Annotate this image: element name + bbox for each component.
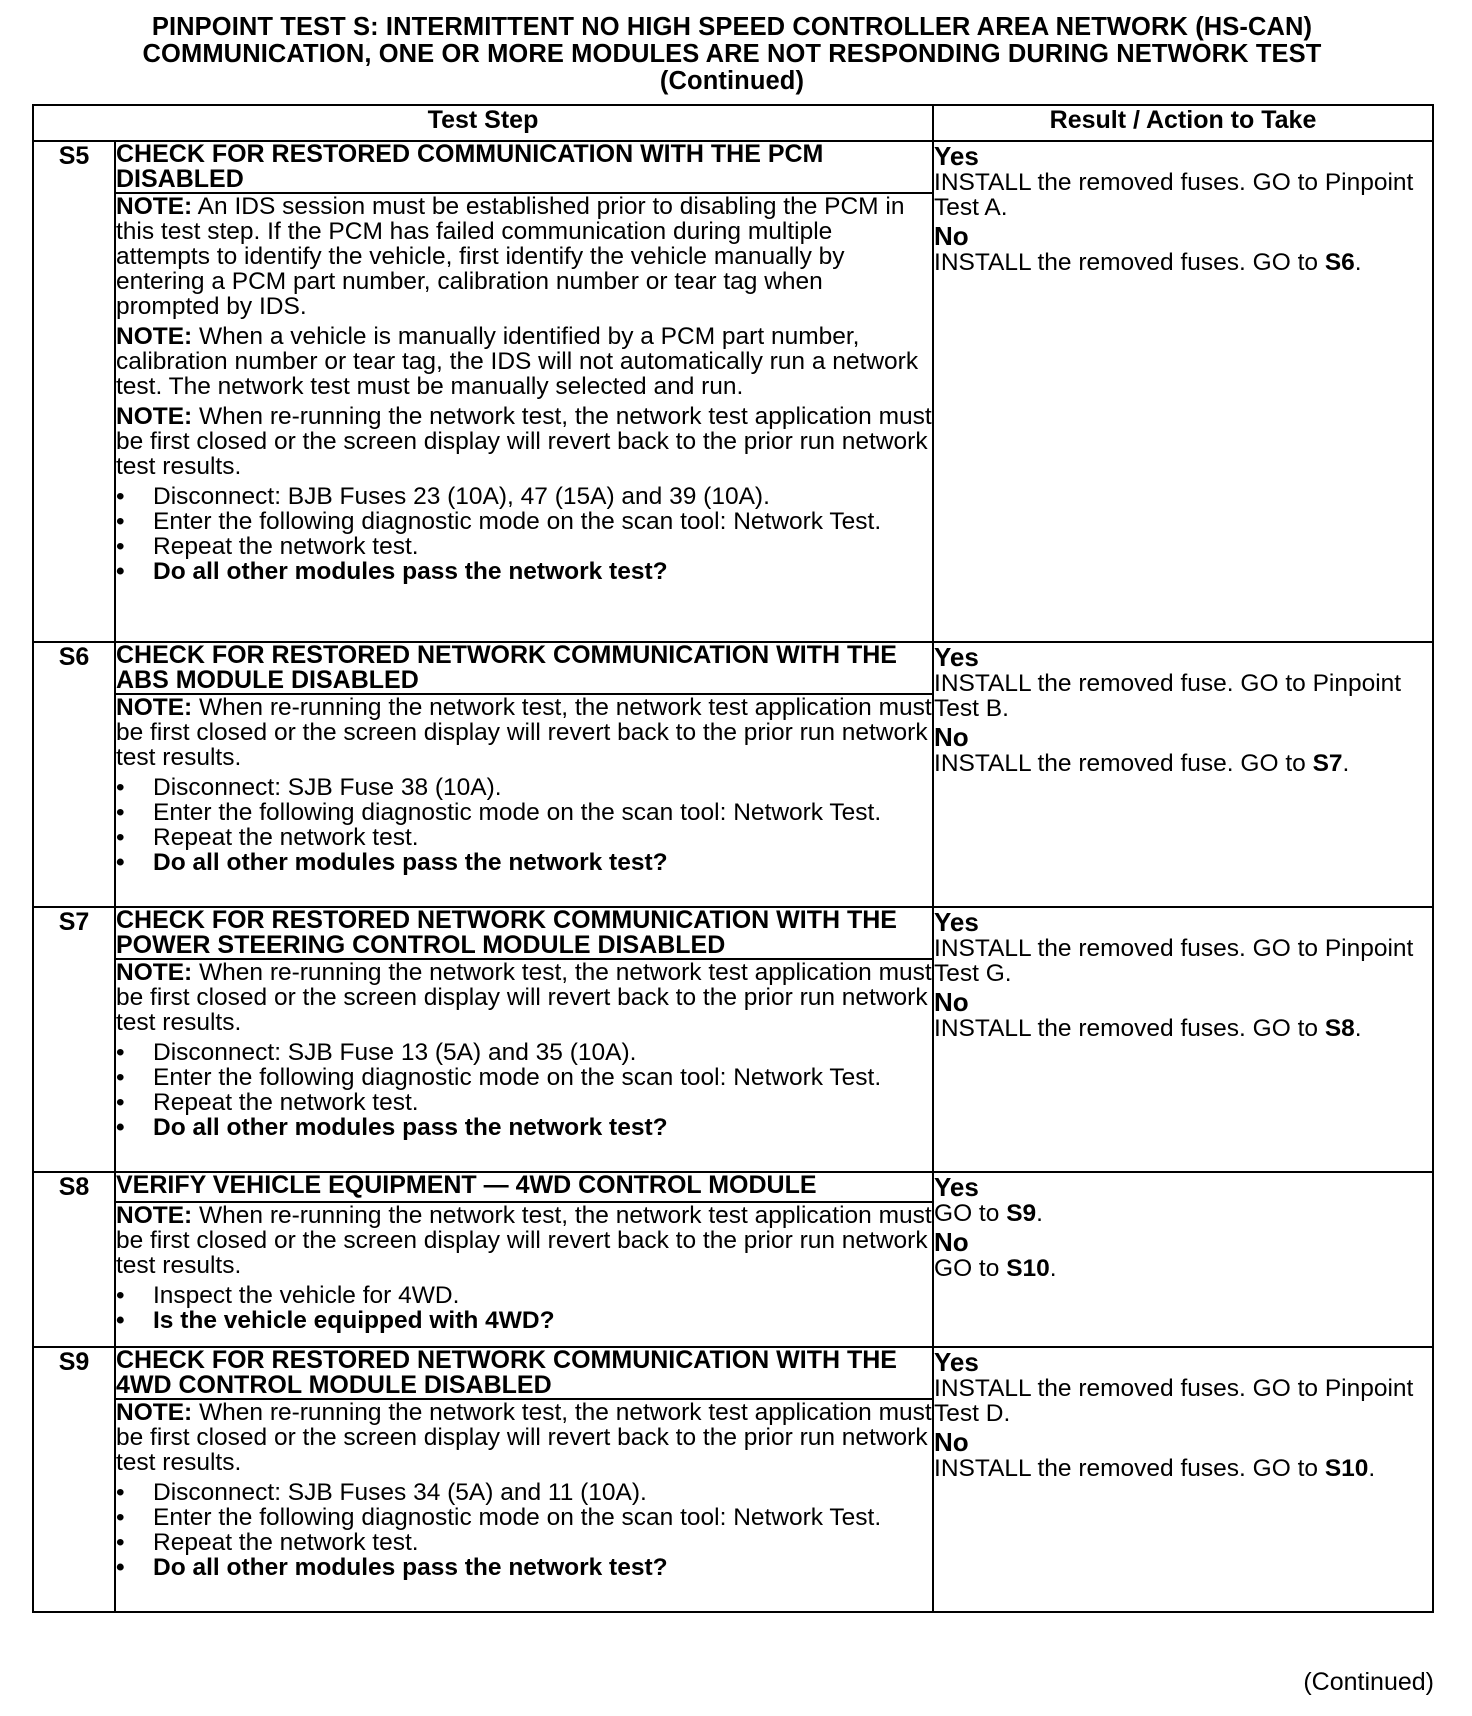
step-question: • Is the vehicle equipped with 4WD? — [116, 1308, 932, 1333]
step-body — [115, 1202, 933, 1347]
note-text: When re-running the network test, the network test application must be first closed or the screen display will revert back to the prior run network test results. — [116, 403, 932, 480]
step-note — [116, 404, 932, 479]
result-yes-text — [934, 671, 1432, 721]
step-row — [33, 907, 1433, 959]
no-action: INSTALL the removed fuses. GO to — [934, 1455, 1325, 1482]
col-header-test-step: Test Step — [33, 105, 933, 141]
step-row — [33, 1172, 1433, 1202]
continued-footer: (Continued) — [1303, 1668, 1434, 1696]
no-action: INSTALL the removed fuses. GO to — [934, 1015, 1325, 1042]
step-result — [933, 1347, 1433, 1612]
step-heading: CHECK FOR RESTORED COMMUNICATION WITH THE PCM DISABLED — [115, 141, 933, 193]
no-suffix: . — [1049, 1255, 1057, 1282]
step-actions — [116, 484, 932, 584]
yes-action: INSTALL the removed fuses. GO to Pinpoint Test G. — [934, 935, 1414, 987]
no-step-ref: S6 — [1324, 249, 1355, 276]
step-body — [115, 959, 933, 1172]
note-label: NOTE: — [116, 694, 193, 721]
note-text: When re-running the network test, the network test application must be first closed or the screen display will revert back to the prior run network test results. — [116, 1399, 932, 1476]
step-id: S8 — [33, 1172, 115, 1202]
pinpoint-test-table — [32, 104, 1434, 1613]
result-yes-text — [934, 936, 1432, 986]
col-header-result: Result / Action to Take — [933, 105, 1433, 141]
result-no-text — [934, 1256, 1432, 1281]
yes-step-ref: S9 — [1006, 1200, 1037, 1227]
result-no-text — [934, 250, 1432, 275]
result-no-text — [934, 1016, 1432, 1041]
step-id: S6 — [33, 642, 115, 694]
result-no-label: No — [934, 1427, 969, 1457]
result-yes-label: Yes — [934, 642, 979, 672]
step-note — [116, 1203, 932, 1278]
action-item: • Disconnect: SJB Fuse 13 (5A) and 35 (10A). — [116, 1040, 932, 1065]
note-text: When re-running the network test, the network test application must be first closed or the screen display will revert back to the prior run network test results. — [116, 1202, 932, 1279]
no-suffix: . — [1368, 1455, 1376, 1482]
step-actions — [116, 775, 932, 875]
step-id-spacer — [33, 694, 115, 907]
result-no-text — [934, 751, 1432, 776]
action-item: • Enter the following diagnostic mode on the scan tool: Network Test. — [116, 1065, 932, 1090]
title-line-3: (Continued) — [659, 67, 805, 95]
result-no-label: No — [934, 221, 969, 251]
result-yes-label: Yes — [934, 1347, 979, 1377]
action-item: • Repeat the network test. — [116, 825, 932, 850]
result-no-label: No — [934, 1227, 969, 1257]
step-heading: CHECK FOR RESTORED NETWORK COMMUNICATION WITH THE POWER STEERING CONTROL MODULE DISABLED — [115, 907, 933, 959]
yes-suffix: . — [1036, 1200, 1043, 1227]
note-label: NOTE: — [116, 193, 193, 220]
step-id: S5 — [33, 141, 115, 193]
step-actions — [116, 1040, 932, 1140]
action-item: • Repeat the network test. — [116, 1090, 932, 1115]
result-no-label: No — [934, 987, 969, 1017]
step-note — [116, 960, 932, 1035]
step-result — [933, 642, 1433, 907]
no-step-ref: S10 — [1324, 1455, 1369, 1482]
step-id-spacer — [33, 1202, 115, 1347]
note-text: When re-running the network test, the network test application must be first closed or the screen display will revert back to the prior run network test results. — [116, 694, 932, 771]
result-yes-label: Yes — [934, 1172, 979, 1202]
no-suffix: . — [1354, 249, 1362, 276]
yes-action: INSTALL the removed fuse. GO to Pinpoint Test B. — [934, 670, 1402, 722]
result-yes-label: Yes — [934, 141, 979, 171]
action-item: • Repeat the network test. — [116, 1530, 932, 1555]
step-row — [33, 141, 1433, 193]
title-line-2: COMMUNICATION, ONE OR MORE MODULES ARE NOT RESPONDING DURING NETWORK TEST — [142, 40, 1322, 68]
no-action: INSTALL the removed fuses. GO to — [934, 249, 1325, 276]
yes-action: INSTALL the removed fuses. GO to Pinpoint Test A. — [934, 169, 1414, 221]
action-item: • Repeat the network test. — [116, 534, 932, 559]
note-label: NOTE: — [116, 403, 193, 430]
step-id-spacer — [33, 959, 115, 1172]
note-label: NOTE: — [116, 1202, 193, 1229]
step-result — [933, 1172, 1433, 1347]
step-heading: CHECK FOR RESTORED NETWORK COMMUNICATION WITH THE ABS MODULE DISABLED — [115, 642, 933, 694]
note-text: When re-running the network test, the network test application must be first closed or the screen display will revert back to the prior run network test results. — [116, 959, 932, 1036]
no-step-ref: S8 — [1324, 1015, 1355, 1042]
step-id: S7 — [33, 907, 115, 959]
note-label: NOTE: — [116, 1399, 193, 1426]
no-suffix: . — [1342, 750, 1350, 777]
step-question: • Do all other modules pass the network test? — [116, 1555, 932, 1580]
yes-action: GO to — [934, 1200, 1007, 1227]
step-id-spacer — [33, 1399, 115, 1612]
table-header-row — [33, 105, 1433, 141]
note-text: When a vehicle is manually identified by a PCM part number, calibration number or tear tag, the IDS will not automatically run a network test. The network test must be manually selected and run. — [116, 323, 919, 400]
step-body — [115, 1399, 933, 1612]
action-item: • Disconnect: SJB Fuses 34 (5A) and 11 (10A). — [116, 1480, 932, 1505]
action-item: • Inspect the vehicle for 4WD. — [116, 1283, 932, 1308]
step-id: S9 — [33, 1347, 115, 1399]
step-question: • Do all other modules pass the network test? — [116, 559, 932, 584]
action-item: • Disconnect: SJB Fuse 38 (10A). — [116, 775, 932, 800]
step-note — [116, 1400, 932, 1475]
page-title — [32, 14, 1432, 95]
note-label: NOTE: — [116, 959, 193, 986]
step-heading: VERIFY VEHICLE EQUIPMENT — 4WD CONTROL MODULE — [115, 1172, 933, 1202]
title-line-1: PINPOINT TEST S: INTERMITTENT NO HIGH SPEED CONTROLLER AREA NETWORK (HS-CAN) — [151, 13, 1313, 41]
no-suffix: . — [1354, 1015, 1362, 1042]
result-no-label: No — [934, 722, 969, 752]
step-result — [933, 907, 1433, 1172]
step-question: • Do all other modules pass the network test? — [116, 1115, 932, 1140]
step-row — [33, 642, 1433, 694]
step-note — [116, 695, 932, 770]
step-note — [116, 324, 932, 399]
step-note — [116, 194, 932, 319]
step-result — [933, 141, 1433, 642]
step-question: • Do all other modules pass the network test? — [116, 850, 932, 875]
note-text: An IDS session must be established prior to disabling the PCM in this test step. If the PCM has failed communication during multiple attempts to identify the vehicle, first identify the vehicle manually by entering a PCM part number, calibration number or tear tag when prompted by IDS. — [116, 193, 905, 320]
note-label: NOTE: — [116, 323, 193, 350]
action-item: • Disconnect: BJB Fuses 23 (10A), 47 (15A) and 39 (10A). — [116, 484, 932, 509]
step-body — [115, 193, 933, 642]
no-step-ref: S10 — [1006, 1255, 1050, 1282]
step-row — [33, 1347, 1433, 1399]
no-action: GO to — [934, 1255, 1007, 1282]
action-item: • Enter the following diagnostic mode on the scan tool: Network Test. — [116, 509, 932, 534]
yes-action: INSTALL the removed fuses. GO to Pinpoint Test D. — [934, 1375, 1414, 1427]
result-yes-text — [934, 1201, 1432, 1226]
result-yes-label: Yes — [934, 907, 979, 937]
no-step-ref: S7 — [1312, 750, 1343, 777]
step-id-spacer — [33, 193, 115, 642]
steps-body — [33, 141, 1433, 1612]
action-item: • Enter the following diagnostic mode on the scan tool: Network Test. — [116, 1505, 932, 1530]
step-actions — [116, 1480, 932, 1580]
result-yes-text — [934, 1376, 1432, 1426]
step-body — [115, 694, 933, 907]
action-item: • Enter the following diagnostic mode on the scan tool: Network Test. — [116, 800, 932, 825]
step-heading: CHECK FOR RESTORED NETWORK COMMUNICATION WITH THE 4WD CONTROL MODULE DISABLED — [115, 1347, 933, 1399]
no-action: INSTALL the removed fuse. GO to — [934, 750, 1313, 777]
result-yes-text — [934, 170, 1432, 220]
step-actions — [116, 1283, 932, 1333]
result-no-text — [934, 1456, 1432, 1481]
